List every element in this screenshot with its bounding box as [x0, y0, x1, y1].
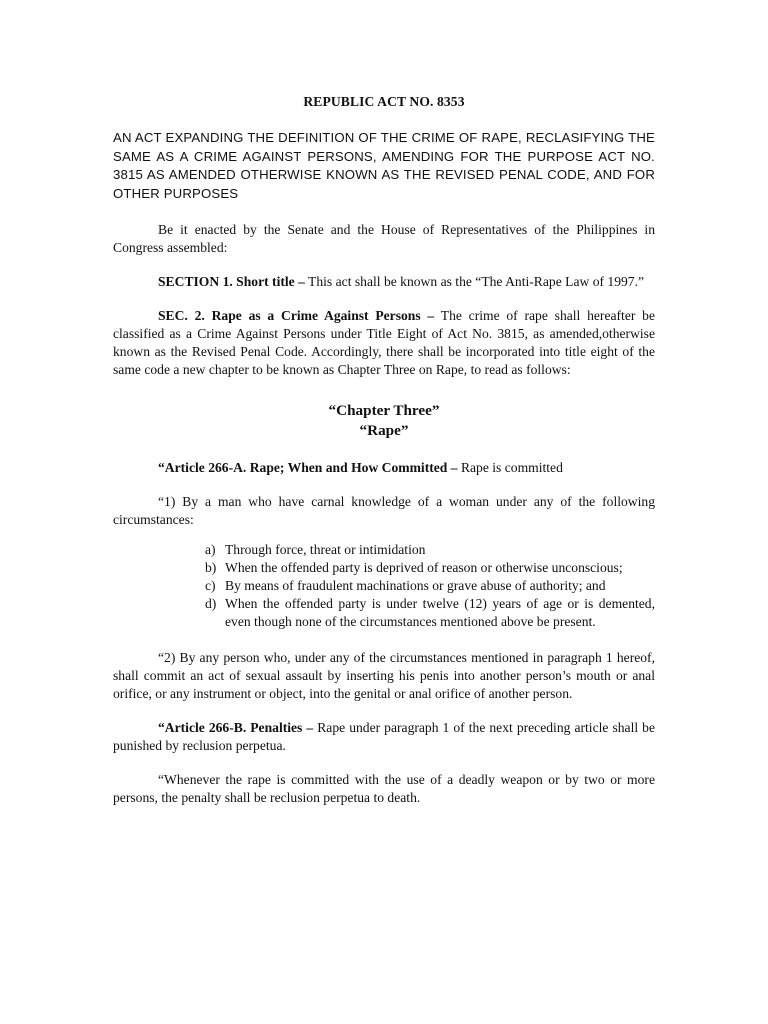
document-title: REPUBLIC ACT NO. 8353 [303, 94, 465, 109]
list-item-text: When the offended party is deprived of reason or otherwise unconscious; [225, 560, 623, 575]
section-2 [113, 307, 655, 379]
list-marker: d) [205, 596, 217, 611]
enacting-clause: Be it enacted by the Senate and the House of Representatives of the Philippines in Congress assembled: [113, 222, 655, 255]
article-266a-heading: “Article 266-A. Rape; When and How Committed – [158, 460, 458, 475]
list-item [205, 541, 655, 559]
section-2-heading: SEC. 2. Rape as a Crime Against Persons – [158, 308, 435, 323]
paragraph-1: “1) By a man who have carnal knowledge of a woman under any of the following circumstances: [113, 494, 655, 527]
list-marker: b) [205, 560, 217, 575]
list-item [205, 559, 655, 577]
circumstances-list [113, 541, 655, 631]
list-item [205, 595, 655, 631]
list-item-text: Through force, threat or intimidation [225, 542, 426, 557]
section-1-heading: SECTION 1. Short title – [158, 274, 305, 289]
article-266a-text: Rape is committed [457, 460, 563, 475]
penalty-paragraph: “Whenever the rape is committed with the use of a deadly weapon or by two or more persons, the penalty shall be reclusion perpetua to death. [113, 772, 655, 805]
paragraph-2: “2) By any person who, under any of the circumstances mentioned in paragraph 1 hereof, shall commit an act of sexual assault by inserting his penis into another person’s mouth or anal orifice, or any instrument or object, into the genital or anal orifice of another person. [113, 650, 655, 701]
list-item [205, 577, 655, 595]
section-2-text: The crime of rape shall hereafter be classified as a Crime Against Persons under Title Eight of Act No. 3815, as amended,otherwise known as the Revised Penal Code. Accordingly, there shall be incorporated into title eight of the same code a new chapter to be known as Chapter Three on Rape, to read as follows: [113, 308, 655, 377]
chapter-subtitle: “Rape” [359, 422, 409, 439]
article-266b [113, 719, 655, 755]
list-item-text: By means of fraudulent machinations or grave abuse of authority; and [225, 578, 606, 593]
article-266b-heading: “Article 266-B. Penalties – [158, 720, 314, 735]
list-item-text: When the offended party is under twelve (12) years of age or is demented, even though none of the circumstances mentioned above be present. [225, 596, 655, 629]
chapter-title: “Chapter Three” [328, 402, 440, 419]
article-266b-text: Rape under paragraph 1 of the next preceding article shall be punished by reclusion perpetua. [113, 720, 655, 753]
chapter-heading [113, 401, 655, 441]
list-marker: a) [205, 542, 216, 557]
list-marker: c) [205, 578, 216, 593]
document-subtitle: AN ACT EXPANDING THE DEFINITION OF THE CRIME OF RAPE, RECLASIFYING THE SAME AS A CRIME AGAINST PERSONS, AMENDING FOR THE PURPOSE ACT NO. 3815 AS AMENDED OTHERWISE KNOWN AS THE REVISED PENAL CODE, AND FOR OTHER PURPOSES [113, 130, 655, 201]
article-266a [113, 459, 655, 477]
document-page [113, 93, 655, 823]
section-1-text: This act shall be known as the “The Anti-Rape Law of 1997.” [304, 274, 645, 289]
section-1 [113, 273, 655, 291]
